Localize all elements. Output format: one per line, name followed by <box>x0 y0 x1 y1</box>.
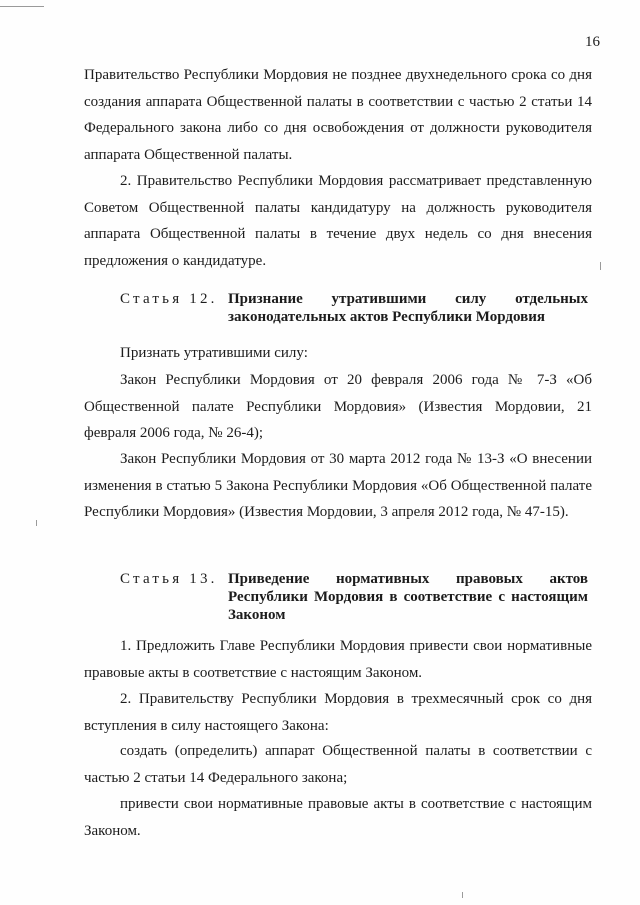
article-12-label: Статья 12. <box>120 291 218 307</box>
paragraph-repealed-law-1: Закон Республики Мордовия от 20 февраля 2006 года № 7-З «Об Общественной палате Республики Мордовия» (Известия Мордовии, 21 февраля 2006 года, № 26-4); <box>84 372 592 442</box>
paragraph-article13-task-1: создать (определить) аппарат Общественной палаты в соответствии с частью 2 статьи 14 Федерального закона; <box>84 743 592 786</box>
paragraph-repealed-law-2: Закон Республики Мордовия от 30 марта 2012 года № 13-З «О внесении изменения в статью 5 Закона Республики Мордовия «Об Общественной палате Республики Мордовия» (Известия Мордовии, 3 апреля 2012 года, № 47-15). <box>84 451 592 521</box>
scan-artifact-dot <box>600 262 601 270</box>
paragraph-continuation: Правительство Республики Мордовия не позднее двухнедельного срока со дня создания аппарата Общественной палаты в соответствии с частью 2 статьи 14 Федерального закона либо со дня освобождения от должности руководителя аппарата Общественной палаты. <box>84 67 592 163</box>
scan-artifact-dot <box>462 892 463 898</box>
article-13-label: Статья 13. <box>120 571 218 587</box>
paragraph-repeal-intro: Признать утратившими силу: <box>120 345 308 361</box>
paragraph-item-2: 2. Правительство Республики Мордовия рассматривает представленную Советом Общественной палаты кандидатуру на должность руководителя аппарата Общественной палаты в течение двух недель со дня внесения предложения о кандидатуре. <box>84 173 592 269</box>
paragraph-article13-item-1: 1. Предложить Главе Республики Мордовия привести свои нормативные правовые акты в соответствие с настоящим Законом. <box>84 638 592 681</box>
scan-artifact-line <box>0 6 44 7</box>
paragraph-article13-item-2: 2. Правительству Республики Мордовия в трехмесячный срок со дня вступления в силу настоящего Закона: <box>84 691 592 734</box>
paragraph-article13-task-2: привести свои нормативные правовые акты в соответствие с настоящим Законом. <box>84 796 592 839</box>
scan-artifact-dot <box>36 520 37 526</box>
article-12-title: Признание утратившими силу отдельных законодательных актов Республики Мордовия <box>228 291 588 325</box>
article-13-title: Приведение нормативных правовых актов Республики Мордовия в соответствие с настоящим Законом <box>228 571 588 623</box>
page-number: 16 <box>585 34 600 50</box>
